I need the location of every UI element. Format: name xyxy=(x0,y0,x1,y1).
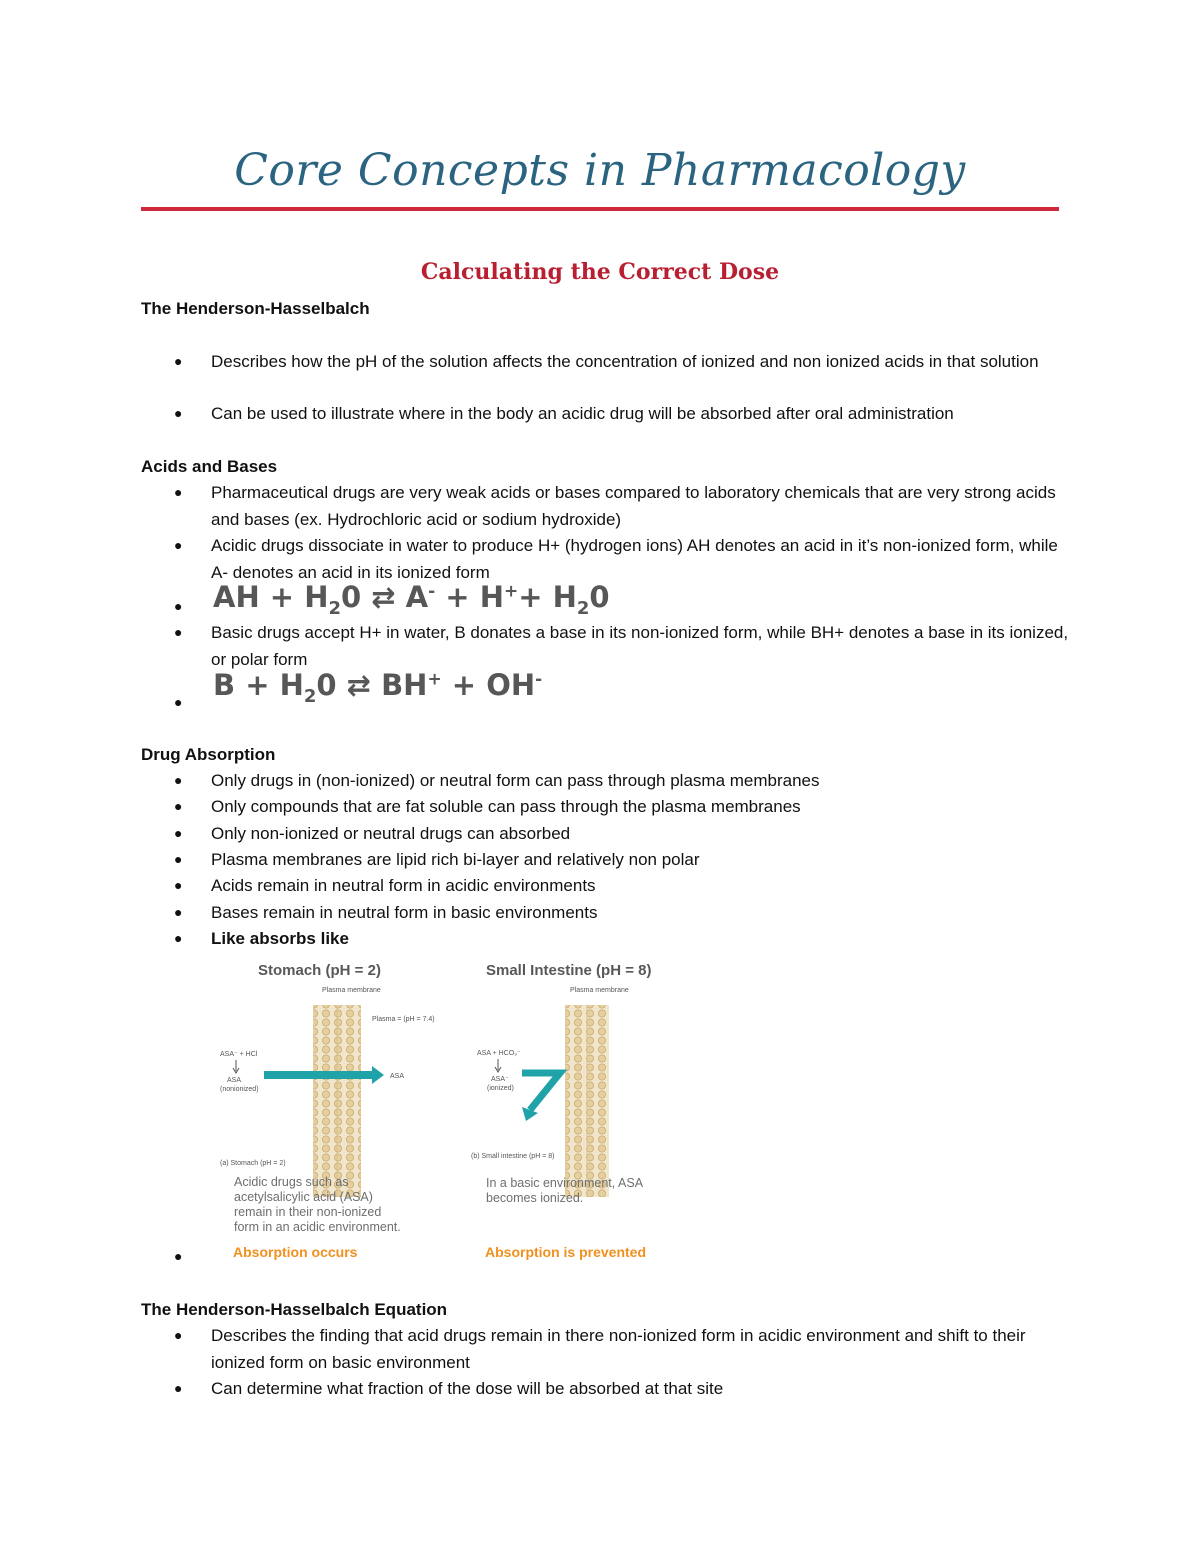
heading-henderson-hasselbalch: The Henderson-Hasselbalch xyxy=(141,299,370,318)
bullet-dot: ● xyxy=(174,825,183,841)
bullet-dot: ● xyxy=(174,537,183,553)
left-product: ASA xyxy=(227,1077,242,1084)
bullet-dot: ● xyxy=(174,772,183,788)
right-product-state: (ionized) xyxy=(487,1085,514,1092)
list-item: Plasma membranes are lipid rich bi-layer and relatively non polar xyxy=(211,850,700,869)
page-title: Core Concepts in Pharmacology xyxy=(234,145,966,196)
list-item: Basic drugs accept H+ in water, B donates a base in its non-ionized form, while BH+ denotes a base in its ionized, or polar form xyxy=(211,623,1069,669)
bullet-dot: ● xyxy=(174,1327,183,1343)
right-result: Absorption is prevented xyxy=(485,1244,647,1260)
list-item: Like absorbs like xyxy=(211,929,349,948)
list-item: Acidic drugs dissociate in water to produce H+ (hydrogen ions) AH denotes an acid in it’s non-ionized form, while A- denotes an acid in its ionized form xyxy=(211,536,1058,582)
left-arrow-label: ASA xyxy=(390,1073,405,1080)
stomach-title: Stomach (pH = 2) xyxy=(258,962,381,979)
right-product: ASA⁻ xyxy=(491,1076,509,1083)
bullet-dot: ● xyxy=(174,877,183,893)
heading-drug-absorption: Drug Absorption xyxy=(141,745,276,764)
left-desc-line: form in an acidic environment. xyxy=(234,1220,401,1234)
plasma-membrane-label-right: Plasma membrane xyxy=(570,987,629,994)
base-protonation-equation: $B + H_20$ ⇄ BH+ + OH- xyxy=(213,668,543,707)
heading-hh-equation: The Henderson-Hasselbalch Equation xyxy=(141,1300,448,1319)
bullet-dot: ● xyxy=(174,798,183,814)
left-desc-line: remain in their non-ionized xyxy=(234,1205,382,1219)
bullet-dot: ● xyxy=(174,405,183,421)
small-intestine-title: Small Intestine (pH = 8) xyxy=(486,962,652,979)
left-product-state: (nonionized) xyxy=(220,1086,259,1093)
list-item: Only non-ionized or neutral drugs can absorbed xyxy=(211,824,571,843)
acid-dissociation-equation: AH + $H_20$ ⇄ $A^- + H^++ H_20$ xyxy=(213,580,610,619)
bullet-dot: ● xyxy=(174,1248,183,1264)
left-desc-line: acetylsalicylic acid (ASA) xyxy=(234,1190,373,1204)
list-item: Can determine what fraction of the dose will be absorbed at that site xyxy=(211,1379,724,1398)
bullet-dot: ● xyxy=(174,694,183,710)
bullet-dot: ● xyxy=(174,904,183,920)
bullet-dot: ● xyxy=(174,851,183,867)
plasma-membrane-label-left: Plasma membrane xyxy=(322,987,381,994)
title-divider xyxy=(141,207,1059,211)
list-item: Describes the finding that acid drugs remain in there non-ionized form in acidic environment and shift to their ionized form on basic environment xyxy=(211,1326,1026,1372)
left-desc-line: Acidic drugs such as xyxy=(234,1175,349,1189)
bullet-dot: ● xyxy=(174,598,183,614)
section-title: Calculating the Correct Dose xyxy=(420,259,780,285)
list-item: Pharmaceutical drugs are very weak acids or bases compared to laboratory chemicals that are very strong acids and bases (ex. Hydrochloric acid or sodium hydroxide) xyxy=(211,483,1056,529)
blocked-arrow-right xyxy=(522,1073,560,1110)
bullet-dot: ● xyxy=(174,484,183,500)
list-item: Describes how the pH of the solution affects the concentration of ionized and non ionized acids in that solution xyxy=(211,352,1039,371)
left-result: Absorption occurs xyxy=(233,1244,358,1260)
bullet-dot: ● xyxy=(174,930,183,946)
left-caption: (a) Stomach (pH = 2) xyxy=(220,1160,286,1167)
list-item: Only drugs in (non-ionized) or neutral form can pass through plasma membranes xyxy=(211,771,820,790)
heading-acids-and-bases: Acids and Bases xyxy=(141,457,278,476)
right-desc-line: In a basic environment, ASA xyxy=(486,1176,644,1190)
left-reactant: ASA⁻ + HCl xyxy=(220,1051,258,1058)
absorption-diagram xyxy=(200,955,720,1275)
list-item: Acids remain in neutral form in acidic environments xyxy=(211,876,596,895)
right-caption: (b) Small intestine (pH = 8) xyxy=(471,1153,555,1160)
plasma-ph-label: Plasma = (pH = 7.4) xyxy=(372,1016,435,1023)
bullet-dot: ● xyxy=(174,353,183,369)
right-reactant: ASA + HCO₃⁻ xyxy=(477,1050,521,1057)
bullet-dot: ● xyxy=(174,624,183,640)
list-item: Bases remain in neutral form in basic environments xyxy=(211,903,598,922)
bullet-dot: ● xyxy=(174,1380,183,1396)
right-desc-line: becomes ionized. xyxy=(486,1191,584,1205)
list-item: Can be used to illustrate where in the body an acidic drug will be absorbed after oral administration xyxy=(211,404,954,423)
list-item: Only compounds that are fat soluble can pass through the plasma membranes xyxy=(211,797,801,816)
